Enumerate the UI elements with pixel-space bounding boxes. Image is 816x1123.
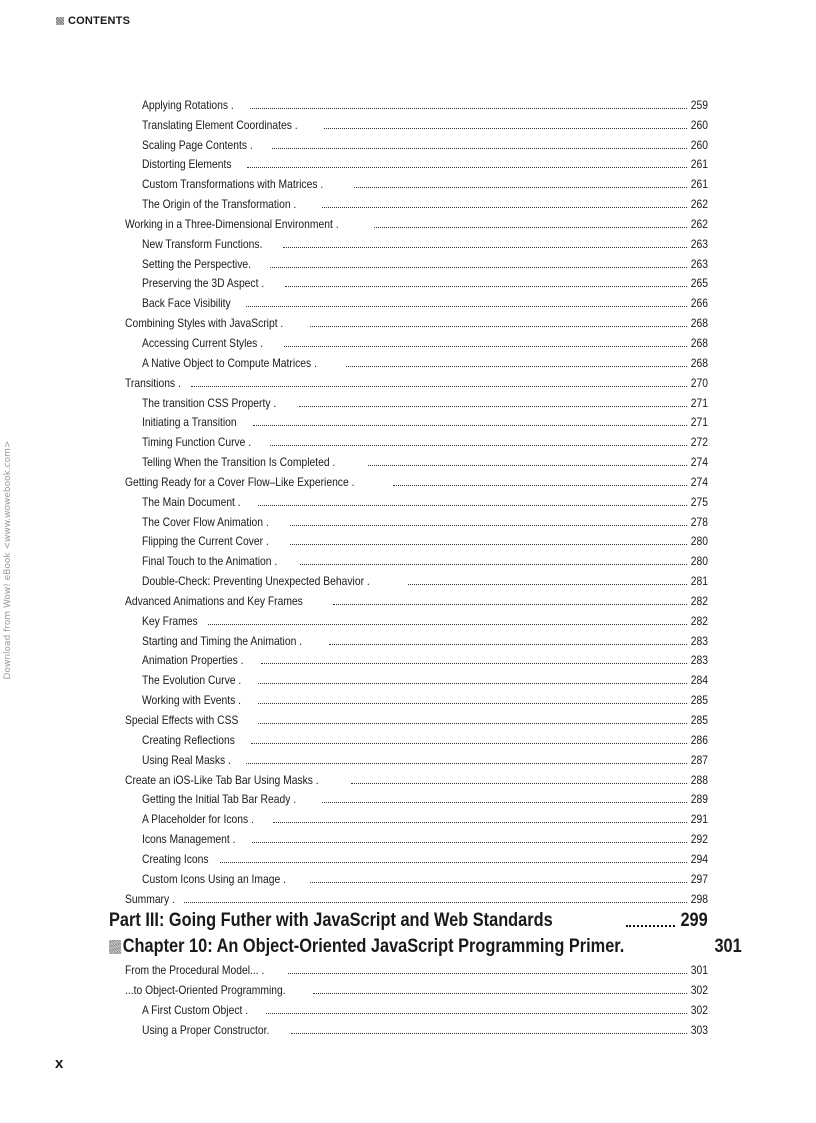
toc-entry-title-text: Flipping the Current Cover . — [142, 534, 269, 549]
dot-leader — [322, 199, 687, 208]
toc-entry-level-2[interactable] — [0, 667, 816, 687]
toc-entry-title-text: Setting the Perspective. — [142, 256, 252, 271]
dot-leader — [258, 497, 687, 506]
toc-entry-level-2[interactable] — [0, 112, 816, 132]
toc-entry-title-text: Icons Management . — [142, 832, 236, 847]
toc-entry-title — [142, 515, 269, 529]
toc-entry-level-1[interactable] — [0, 588, 816, 608]
toc-entry-page: 270 — [690, 375, 708, 390]
toc-entry-title-text: Part III: Going Futher with JavaScript and Web Standards — [109, 909, 553, 931]
toc-entry-level-1[interactable] — [0, 707, 816, 727]
toc-entry-title — [142, 415, 237, 429]
dot-leader — [247, 159, 687, 168]
toc-entry-page: 265 — [690, 276, 708, 291]
dot-leader — [284, 338, 687, 347]
toc-entry-level-1[interactable] — [0, 370, 816, 390]
toc-entry-level-2[interactable] — [0, 648, 816, 668]
toc-entry-page: 272 — [690, 435, 708, 450]
toc-entry-page: 298 — [690, 891, 708, 906]
toc-entry-title — [142, 693, 241, 707]
dot-leader — [191, 378, 687, 387]
dot-leader — [333, 596, 687, 605]
toc-entry-title — [142, 812, 254, 826]
toc-entry-page: 287 — [690, 752, 708, 767]
toc-entry-title-text: The Evolution Curve . — [142, 673, 242, 688]
toc-entry-title — [125, 376, 181, 390]
toc-entry-title — [125, 475, 354, 489]
toc-entry-title-text: Translating Element Coordinates . — [142, 117, 298, 132]
dot-leader — [310, 874, 687, 883]
toc-entry-title-text: A Placeholder for Icons . — [142, 812, 254, 827]
toc-entry-title-text: The transition CSS Property . — [142, 395, 277, 410]
dot-leader — [346, 358, 687, 367]
dot-leader — [250, 100, 687, 109]
dot-leader — [261, 655, 687, 664]
dot-leader — [253, 417, 687, 426]
dot-leader — [290, 517, 687, 526]
toc-entry-page: 274 — [690, 455, 708, 470]
toc-entry-title — [142, 832, 236, 846]
toc-entry-title — [142, 534, 269, 548]
toc-entry-title-text: Key Frames — [142, 613, 198, 628]
dot-leader — [324, 120, 687, 129]
toc-entry-title — [142, 792, 296, 806]
dot-leader — [285, 278, 687, 287]
toc-entry-title-text: Using a Proper Constructor. — [142, 1022, 270, 1037]
toc-entry-page: 283 — [690, 653, 708, 668]
toc-entry-level-2[interactable] — [0, 727, 816, 747]
dot-leader — [368, 457, 687, 466]
dot-leader — [313, 985, 687, 994]
dot-leader — [270, 437, 687, 446]
toc-entry-title-text: ...to Object-Oriented Programming. — [125, 983, 286, 998]
toc-entry-page: 268 — [690, 335, 708, 350]
toc-entry-title — [142, 554, 277, 568]
toc-entry-level-2[interactable] — [0, 628, 816, 648]
toc-entry-level-2[interactable] — [0, 846, 816, 866]
toc-entry-page: 299 — [680, 909, 708, 931]
toc-entry-page: 262 — [690, 216, 708, 231]
dot-leader — [272, 140, 687, 149]
toc-entry-title — [142, 197, 296, 211]
toc-entry-level-2[interactable] — [0, 747, 816, 767]
dot-leader — [283, 239, 687, 248]
toc-entry-title — [142, 1023, 269, 1037]
toc-entry-title-text: Create an iOS-Like Tab Bar Using Masks . — [125, 772, 319, 787]
dot-leader — [208, 616, 687, 625]
toc-entry-title — [142, 138, 253, 152]
running-header — [56, 15, 130, 27]
toc-entry-title-text: Accessing Current Styles . — [142, 335, 264, 350]
toc-entry-title-text: Combining Styles with JavaScript . — [125, 316, 284, 331]
dot-leader — [290, 536, 687, 545]
toc-entry-level-2[interactable] — [0, 489, 816, 509]
toc-entry-page: 260 — [690, 117, 708, 132]
toc-entry-title-text: Starting and Timing the Animation . — [142, 633, 303, 648]
toc-entry-page: 294 — [690, 851, 708, 866]
toc-entry-level-1[interactable] — [0, 958, 816, 978]
toc-entry-page: 292 — [690, 832, 708, 847]
toc-entry-title-text: A First Custom Object . — [142, 1003, 249, 1018]
toc-entry-title-text: Creating Icons — [142, 851, 209, 866]
toc-entry-page: 301 — [690, 963, 708, 978]
toc-entry-level-2[interactable] — [0, 548, 816, 568]
dot-leader — [374, 219, 687, 228]
toc-entry-level-2[interactable] — [0, 290, 816, 310]
toc-entry-title-text: Chapter 10: An Object-Oriented JavaScript Programming Primer. — [122, 935, 625, 957]
toc-entry-page: 302 — [690, 983, 708, 998]
toc-entry-level-2[interactable] — [0, 826, 816, 846]
page-number: x — [55, 1055, 64, 1072]
toc-entry-title-text: Using Real Masks . — [142, 752, 231, 767]
side-watermark: Download from Wow! eBook <www.wowebook.com> — [3, 440, 13, 680]
toc-entry-title-text: From the Procedural Model... . — [125, 963, 265, 978]
dot-leader — [408, 576, 687, 585]
toc-entry-level-2[interactable] — [0, 509, 816, 529]
dot-leader — [299, 398, 687, 407]
toc-entry-title — [142, 356, 317, 370]
toc-entry-title-text: Telling When the Transition Is Completed . — [142, 455, 336, 470]
toc-entry-title — [125, 963, 264, 977]
dot-leader — [329, 636, 687, 645]
toc-entry-page: 284 — [690, 673, 708, 688]
toc-entry-page: 297 — [690, 871, 708, 886]
toc-entry-level-2[interactable] — [0, 350, 816, 370]
toc-entry-level-2[interactable] — [0, 866, 816, 886]
toc-entry-title-text: Distorting Elements — [142, 157, 232, 172]
toc-entry-level-2[interactable] — [0, 806, 816, 826]
toc-entry-title-text: Working in a Three-Dimensional Environment . — [125, 216, 339, 231]
toc-entry-title — [142, 296, 231, 310]
dot-leader — [351, 775, 687, 784]
toc-entry-page: 280 — [690, 554, 708, 569]
toc-entry-title — [125, 217, 339, 231]
dot-leader — [288, 965, 687, 974]
toc-entry-title-text: Applying Rotations . — [142, 97, 234, 112]
toc-entry-level-2[interactable] — [0, 529, 816, 549]
toc-entry-page: 271 — [690, 395, 708, 410]
toc-entry-page: 301 — [714, 935, 742, 957]
toc-entry-title-text: Preserving the 3D Aspect . — [142, 276, 265, 291]
toc-entry-title — [142, 673, 241, 687]
toc-entry-level-2[interactable] — [0, 687, 816, 707]
toc-entry-title — [125, 316, 283, 330]
toc-entry-page: 268 — [690, 355, 708, 370]
toc-entry-level-2[interactable] — [0, 429, 816, 449]
toc-entry-title-text: Scaling Page Contents . — [142, 137, 253, 152]
dot-leader — [273, 814, 687, 823]
toc-entry-page: 281 — [690, 574, 708, 589]
toc-entry-page: 291 — [690, 812, 708, 827]
toc-entry-level-2[interactable] — [0, 449, 816, 469]
toc-entry-title — [142, 177, 323, 191]
dot-leader — [300, 556, 687, 565]
toc-entry-title-text: Working with Events . — [142, 693, 242, 708]
dot-leader — [266, 1005, 687, 1014]
toc-entry-level-2[interactable] — [0, 997, 816, 1017]
toc-entry-title — [125, 594, 303, 608]
toc-entry-page: 302 — [690, 1003, 708, 1018]
toc-entry-title-text: Getting Ready for a Cover Flow–Like Experience . — [125, 474, 355, 489]
dot-leader — [258, 715, 687, 724]
toc-entry-title-text: The Origin of the Transformation . — [142, 197, 297, 212]
toc-entry-title — [125, 713, 238, 727]
toc-entry-title-text: New Transform Functions. — [142, 236, 263, 251]
toc-entry-title-text: Transitions . — [125, 375, 181, 390]
toc-entry-page: 280 — [690, 534, 708, 549]
toc-entry-title — [142, 733, 235, 747]
toc-entry-level-2[interactable] — [0, 231, 816, 251]
toc-entry-page: 286 — [690, 732, 708, 747]
toc-entry-page: 268 — [690, 316, 708, 331]
dot-leader — [626, 917, 675, 927]
toc-entry-page: 275 — [690, 494, 708, 509]
toc-entry-title-text: Back Face Visibility — [142, 296, 231, 311]
toc-entry-page: 285 — [690, 713, 708, 727]
toc-entry-level-2[interactable] — [0, 271, 816, 291]
toc-entry-title — [142, 852, 209, 866]
toc-entry-title — [142, 614, 198, 628]
toc-entry-title-text: Creating Reflections — [142, 732, 235, 747]
toc-entry-title — [142, 157, 231, 171]
toc-entry-title-text: Getting the Initial Tab Bar Ready . — [142, 792, 297, 807]
toc-entry-title-text: Summary . — [125, 891, 175, 906]
toc-entry-title — [142, 495, 241, 509]
toc-entry-level-2[interactable] — [0, 152, 816, 172]
toc-entry-title — [109, 936, 624, 958]
toc-entry-page: 289 — [690, 792, 708, 807]
toc-entry-page: 278 — [690, 514, 708, 529]
chapter-marker-icon — [109, 940, 121, 954]
dot-leader — [246, 755, 687, 764]
toc-entry-level-2[interactable] — [0, 171, 816, 191]
toc-entry-title-text: Special Effects with CSS — [125, 713, 239, 727]
toc-entry-title — [142, 634, 302, 648]
toc-entry-title — [142, 396, 276, 410]
toc-entry-title — [109, 910, 553, 932]
toc-entry-title — [142, 257, 251, 271]
toc-entry-level-2[interactable] — [0, 410, 816, 430]
dot-leader — [393, 477, 687, 486]
dot-leader — [258, 695, 687, 704]
toc-part-entry[interactable] — [0, 906, 816, 932]
toc-entry-title-text: Timing Function Curve . — [142, 435, 252, 450]
toc-entry-title — [125, 983, 286, 997]
toc-entry-title — [142, 653, 244, 667]
toc-entry-page: 271 — [690, 415, 708, 430]
toc-chapter-entry[interactable] — [0, 932, 816, 958]
toc-entry-page: 263 — [690, 256, 708, 271]
toc-entry-title — [142, 98, 234, 112]
toc-entry-level-1[interactable] — [0, 767, 816, 787]
toc-entry-title-text: Double-Check: Preventing Unexpected Behavior . — [142, 574, 370, 589]
toc-entry-title-text: The Cover Flow Animation . — [142, 514, 269, 529]
toc-entry-title-text: A Native Object to Compute Matrices . — [142, 355, 317, 370]
toc-entry-page: 263 — [690, 236, 708, 251]
toc-entry-title — [125, 892, 175, 906]
toc-entry-level-1[interactable] — [0, 211, 816, 231]
toc-entry-page: 282 — [690, 593, 708, 608]
toc-entry-level-2[interactable] — [0, 191, 816, 211]
dot-leader — [251, 735, 687, 744]
dot-leader — [252, 834, 687, 843]
toc-entry-title-text: Custom Icons Using an Image . — [142, 871, 286, 886]
toc-entry-title — [142, 872, 286, 886]
toc-entry-level-1[interactable] — [0, 886, 816, 906]
toc-entry-level-2[interactable] — [0, 330, 816, 350]
toc-entry-page: 259 — [690, 97, 708, 112]
toc-entry-title-text: Final Touch to the Animation . — [142, 554, 278, 569]
toc-entry-page: 283 — [690, 633, 708, 648]
toc-entry-level-2[interactable] — [0, 390, 816, 410]
dot-leader — [270, 259, 687, 268]
toc-entry-page: 260 — [690, 137, 708, 152]
toc-entry-page: 261 — [690, 177, 708, 192]
toc-entry-page: 288 — [690, 772, 708, 787]
dot-leader — [246, 298, 687, 307]
toc-entry-title-text: The Main Document . — [142, 494, 241, 509]
toc-entry-level-1[interactable] — [0, 977, 816, 997]
toc-entry-title — [142, 1003, 248, 1017]
toc-entry-title — [125, 773, 319, 787]
toc-entry-page: 262 — [690, 197, 708, 212]
toc-entry-level-2[interactable] — [0, 251, 816, 271]
header-marker-icon — [56, 17, 64, 25]
dot-leader — [220, 854, 687, 863]
toc-entry-level-2[interactable] — [0, 608, 816, 628]
table-of-contents — [0, 92, 816, 1037]
toc-entry-title-text: Advanced Animations and Key Frames — [125, 593, 303, 608]
toc-entry-level-2[interactable] — [0, 787, 816, 807]
toc-entry-title-text: Initiating a Transition — [142, 415, 237, 430]
header-label: CONTENTS — [68, 15, 131, 27]
toc-entry-title-text: Animation Properties . — [142, 653, 244, 668]
toc-entry-level-1[interactable] — [0, 310, 816, 330]
toc-entry-level-2[interactable] — [0, 568, 816, 588]
toc-entry-page: 266 — [690, 296, 708, 311]
toc-entry-page: 303 — [690, 1022, 708, 1037]
toc-entry-title-text: Custom Transformations with Matrices . — [142, 177, 324, 192]
toc-entry-title — [142, 435, 251, 449]
toc-entry-title — [142, 753, 231, 767]
toc-entry-page: 261 — [690, 157, 708, 172]
dot-leader — [258, 675, 687, 684]
dot-leader — [291, 1025, 687, 1034]
dot-leader — [310, 318, 687, 327]
toc-entry-page: 285 — [690, 693, 708, 708]
dot-leader — [184, 894, 687, 903]
toc-entry-title — [142, 118, 298, 132]
toc-entry-page: 274 — [690, 474, 708, 489]
toc-entry-level-2[interactable] — [0, 1017, 816, 1037]
toc-entry-page: 282 — [690, 613, 708, 628]
dot-leader — [322, 794, 687, 803]
toc-entry-title — [142, 336, 263, 350]
toc-entry-title — [142, 574, 370, 588]
toc-entry-title — [142, 237, 262, 251]
toc-entry-title — [142, 455, 335, 469]
toc-entry-level-2[interactable] — [0, 132, 816, 152]
dot-leader — [354, 179, 687, 188]
toc-entry-title — [142, 276, 264, 290]
toc-entry-level-1[interactable] — [0, 469, 816, 489]
toc-entry-level-2[interactable] — [0, 92, 816, 112]
